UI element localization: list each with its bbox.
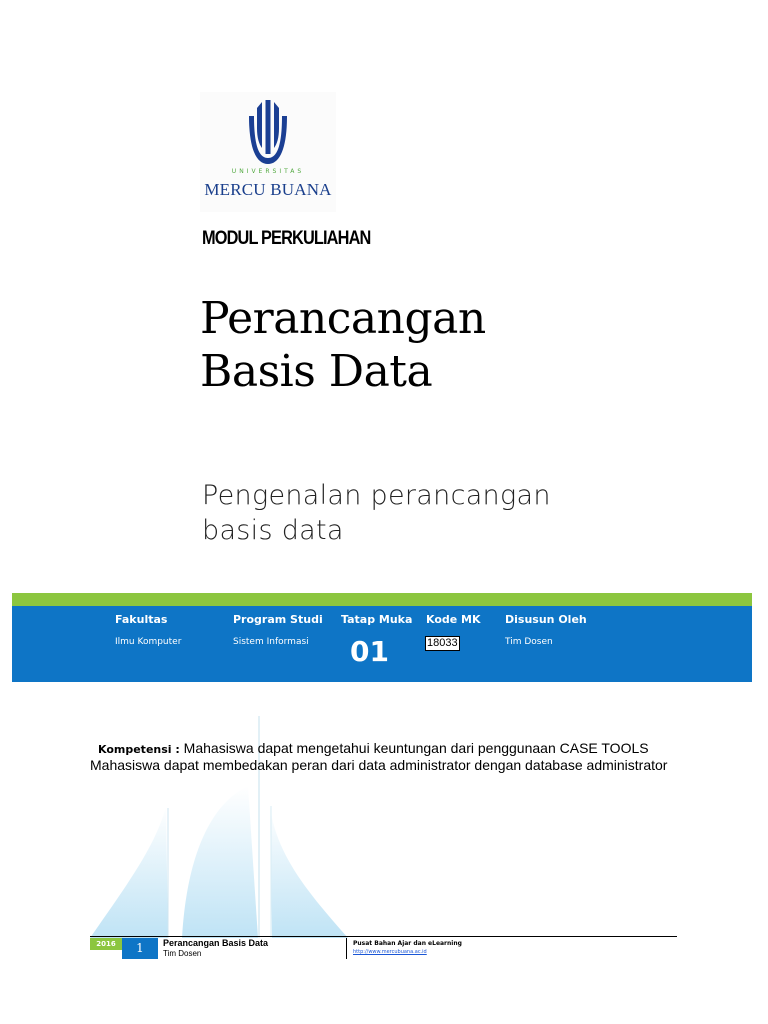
document-kicker: MODUL PERKULIAHAN [202, 228, 371, 249]
footer-organization: Pusat Bahan Ajar dan eLearning [353, 940, 462, 947]
footer-url-link[interactable]: http://www.mercubuana.ac.id [353, 949, 427, 955]
document-title-line-1: Perancangan [200, 293, 486, 344]
document-title [200, 292, 486, 398]
kompetensi-label: Kompetensi : [98, 743, 180, 756]
banner-stripe [12, 593, 752, 606]
program-studi-value: Sistem Informasi [233, 637, 309, 647]
kompetensi-line-1 [98, 740, 649, 756]
disusun-oleh-label: Disusun Oleh [505, 613, 587, 626]
tatap-muka-label: Tatap Muka [341, 613, 413, 626]
kode-mk-label: Kode MK [426, 613, 481, 626]
footer-divider [346, 938, 347, 959]
kompetensi-text-1: Mahasiswa dapat mengetahui keuntungan dari penggunaan CASE TOOLS [179, 740, 649, 756]
mercu-buana-logo-icon [246, 98, 290, 166]
tatap-muka-value: 01 [350, 635, 389, 668]
disusun-oleh-value: Tim Dosen [505, 637, 553, 647]
fakultas-value: Ilmu Komputer [115, 637, 182, 647]
document-subtitle-line-2: basis data [202, 515, 344, 546]
kode-mk-value: 18033 [427, 637, 458, 649]
kompetensi-line-2: Mahasiswa dapat membedakan peran dari data administrator dengan database administrator [90, 757, 668, 773]
document-subtitle [202, 478, 551, 548]
program-studi-label: Program Studi [233, 613, 323, 626]
logo-universitas-text: UNIVERSITAS [231, 168, 305, 175]
course-info-banner [12, 606, 752, 682]
university-logo [200, 92, 336, 212]
fakultas-label: Fakultas [115, 613, 168, 626]
footer-page-number: 1 [122, 938, 158, 959]
footer-year: 2016 [90, 938, 122, 950]
footer-rule [90, 936, 677, 937]
document-title-line-2: Basis Data [200, 346, 433, 397]
footer-course-title: Perancangan Basis Data [163, 938, 269, 948]
logo-university-name: MERCU BUANA [204, 180, 332, 199]
footer-author: Tim Dosen [163, 949, 202, 958]
document-subtitle-line-1: Pengenalan perancangan [202, 480, 551, 511]
